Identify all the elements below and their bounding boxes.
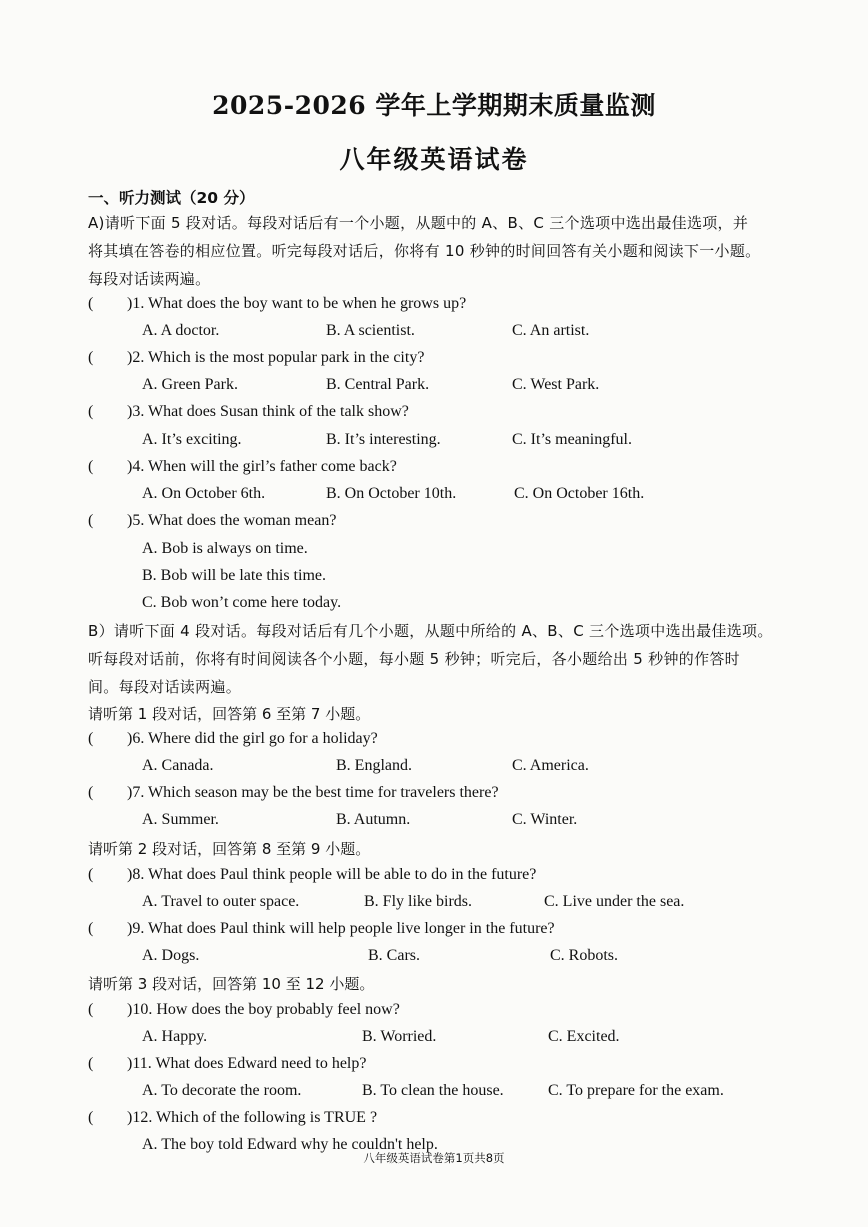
- option-c: C. Winter.: [512, 811, 578, 828]
- option-b: B. On October 10th.: [326, 485, 457, 502]
- answer-paren: (: [88, 349, 94, 366]
- answer-paren: (: [88, 730, 94, 747]
- question-2: )2. Which is the most popular park in the city?: [127, 349, 425, 366]
- question-6: )6. Where did the girl go for a holiday?: [127, 730, 378, 747]
- answer-paren: (: [88, 295, 94, 312]
- option-b: B. A scientist.: [326, 322, 415, 339]
- dialog-header: 请听第 1 段对话，回答第 6 至第 7 小题。: [88, 705, 371, 723]
- part-a-instruction-line: A)请听下面 5 段对话。每段对话后有一个小题，从题中的 A、B、C 三个选项中选出最佳选项，并: [88, 214, 749, 232]
- option-a: A. Travel to outer space.: [142, 893, 300, 910]
- option-a: A. It’s exciting.: [142, 431, 242, 448]
- answer-paren: (: [88, 458, 94, 475]
- part-b-instruction-line: 间。每段对话读两遍。: [88, 678, 242, 696]
- question-7: )7. Which season may be the best time for travelers there?: [127, 784, 499, 801]
- question-4: )4. When will the girl’s father come back?: [127, 458, 397, 475]
- option-b: B. Autumn.: [336, 811, 411, 828]
- option-c: C. West Park.: [512, 376, 600, 393]
- option-b: B. Fly like birds.: [364, 893, 473, 910]
- question-8: )8. What does Paul think people will be able to do in the future?: [127, 866, 537, 883]
- question-10: )10. How does the boy probably feel now?: [127, 1001, 400, 1018]
- option-b: B. Worried.: [362, 1028, 437, 1045]
- option-a: A. Bob is always on time.: [142, 540, 308, 557]
- option-a: A. On October 6th.: [142, 485, 266, 502]
- option-c: C. America.: [512, 757, 589, 774]
- option-c: C. On October 16th.: [514, 485, 645, 502]
- dialog-header: 请听第 3 段对话，回答第 10 至 12 小题。: [88, 975, 375, 993]
- answer-paren: (: [88, 1001, 94, 1018]
- option-c: C. To prepare for the exam.: [548, 1082, 724, 1099]
- question-1: )1. What does the boy want to be when he grows up?: [127, 295, 467, 312]
- part-b-instruction-line: 听每段对话前，你将有时间阅读各个小题，每小题 5 秒钟；听完后，各小题给出 5 秒钟的作答时: [88, 650, 740, 668]
- question-9: )9. What does Paul think will help people live longer in the future?: [127, 920, 555, 937]
- question-12: )12. Which of the following is TRUE ?: [127, 1109, 378, 1126]
- answer-paren: (: [88, 512, 94, 529]
- option-c: C. It’s meaningful.: [512, 431, 632, 448]
- option-b: B. Cars.: [368, 947, 420, 964]
- answer-paren: (: [88, 403, 94, 420]
- section-heading: 一、听力测试（20 分）: [88, 189, 255, 207]
- option-c: C. Bob won’t come here today.: [142, 594, 342, 611]
- part-a-instruction-line: 将其填在答卷的相应位置。听完每段对话后，你将有 10 秒钟的时间回答有关小题和阅读下一小题。: [88, 242, 761, 260]
- option-b: B. England.: [336, 757, 412, 774]
- dialog-header: 请听第 2 段对话，回答第 8 至第 9 小题。: [88, 840, 371, 858]
- answer-paren: (: [88, 920, 94, 937]
- option-c: C. An artist.: [512, 322, 590, 339]
- option-a: A. Happy.: [142, 1028, 208, 1045]
- option-a: A. Dogs.: [142, 947, 200, 964]
- part-b-instruction-line: B）请听下面 4 段对话。每段对话后有几个小题，从题中所给的 A、B、C 三个选项中选出最佳选项。: [88, 622, 773, 640]
- exam-title: 2025-2026 学年上学期期末质量监测: [212, 91, 656, 120]
- option-a: A. To decorate the room.: [142, 1082, 302, 1099]
- option-a: A. The boy told Edward why he couldn't help.: [142, 1136, 438, 1153]
- page-footer: 八年级英语试卷第1页共8页: [363, 1151, 505, 1165]
- question-3: )3. What does Susan think of the talk show?: [127, 403, 409, 420]
- option-b: B. To clean the house.: [362, 1082, 504, 1099]
- answer-paren: (: [88, 866, 94, 883]
- answer-paren: (: [88, 1055, 94, 1072]
- option-c: C. Robots.: [550, 947, 619, 964]
- question-11: )11. What does Edward need to help?: [127, 1055, 367, 1072]
- option-b: B. Central Park.: [326, 376, 430, 393]
- option-a: A. A doctor.: [142, 322, 220, 339]
- part-a-instruction-line: 每段对话读两遍。: [88, 270, 211, 288]
- option-c: C. Excited.: [548, 1028, 620, 1045]
- option-a: A. Canada.: [142, 757, 214, 774]
- answer-paren: (: [88, 784, 94, 801]
- option-c: C. Live under the sea.: [544, 893, 685, 910]
- question-5: )5. What does the woman mean?: [127, 512, 337, 529]
- option-a: A. Green Park.: [142, 376, 238, 393]
- option-b: B. It’s interesting.: [326, 431, 441, 448]
- option-b: B. Bob will be late this time.: [142, 567, 326, 584]
- option-a: A. Summer.: [142, 811, 219, 828]
- exam-subtitle: 八年级英语试卷: [339, 145, 529, 174]
- answer-paren: (: [88, 1109, 94, 1126]
